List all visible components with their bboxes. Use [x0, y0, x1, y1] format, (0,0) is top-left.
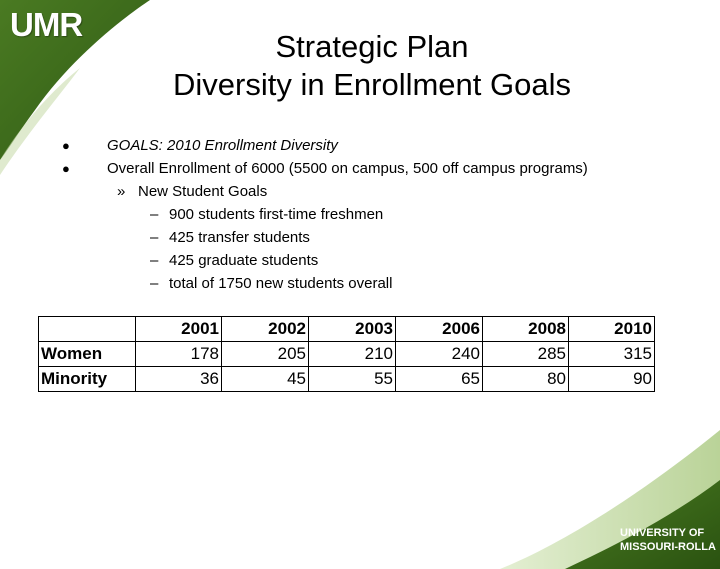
university-logo-line-2: MISSOURI-ROLLA — [620, 541, 716, 553]
title-line-1: Strategic Plan — [275, 29, 469, 64]
table-cell: 65 — [396, 367, 483, 392]
table-header-cell: 2006 — [396, 317, 483, 342]
bullet-dot-icon: ● — [62, 138, 70, 153]
sub-bullet-marker: » — [117, 183, 126, 200]
bullet-dot-icon: ● — [62, 161, 70, 176]
table-cell: 45 — [222, 367, 309, 392]
table-header-cell: 2002 — [222, 317, 309, 342]
goal-item: 425 transfer students — [169, 229, 310, 246]
title-line-2: Diversity in Enrollment Goals — [173, 67, 571, 102]
bullet-overall-enrollment: Overall Enrollment of 6000 (5500 on campus, 500 off campus programs) — [107, 160, 588, 177]
table-header-cell: 2010 — [569, 317, 655, 342]
dash-marker: – — [150, 275, 159, 292]
table-row — [39, 367, 655, 392]
table-header-cell: 2003 — [309, 317, 396, 342]
table-header-cell: 2001 — [136, 317, 222, 342]
goal-item: 900 students first-time freshmen — [169, 206, 384, 223]
dash-marker: – — [150, 252, 159, 269]
row-label: Minority — [39, 367, 136, 392]
table-cell: 315 — [569, 342, 655, 367]
table-header-cell — [39, 317, 136, 342]
table-cell: 55 — [309, 367, 396, 392]
table-cell: 80 — [483, 367, 569, 392]
goal-item: 425 graduate students — [169, 252, 319, 269]
table-cell: 36 — [136, 367, 222, 392]
dash-marker: – — [150, 206, 159, 223]
goal-item: total of 1750 new students overall — [169, 275, 393, 292]
table-row — [39, 342, 655, 367]
table-header-cell: 2008 — [483, 317, 569, 342]
row-label: Women — [39, 342, 136, 367]
page-title — [0, 28, 720, 104]
table-cell: 210 — [309, 342, 396, 367]
enrollment-table — [38, 316, 655, 392]
dash-marker: – — [150, 229, 159, 246]
table-cell: 285 — [483, 342, 569, 367]
university-logo — [620, 526, 716, 554]
table-cell: 178 — [136, 342, 222, 367]
university-logo-line-1: UNIVERSITY OF — [620, 527, 705, 539]
table-cell: 90 — [569, 367, 655, 392]
umr-logo: UMR — [10, 6, 83, 43]
table-cell: 205 — [222, 342, 309, 367]
table-header-row — [39, 317, 655, 342]
bullet-goals: GOALS: 2010 Enrollment Diversity — [107, 137, 338, 154]
sub-bullet-new-student-goals: New Student Goals — [138, 183, 268, 200]
table-cell: 240 — [396, 342, 483, 367]
